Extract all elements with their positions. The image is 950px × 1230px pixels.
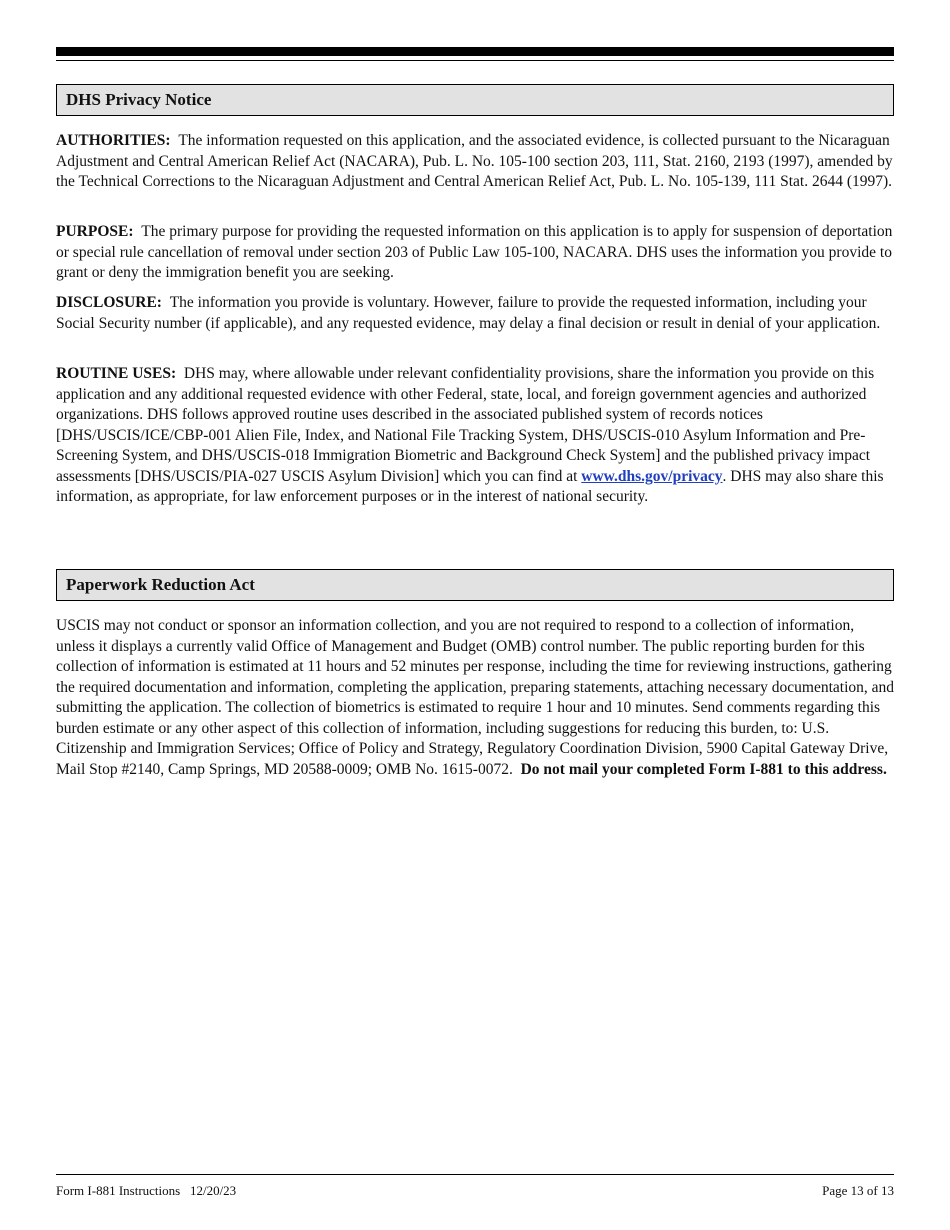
paperwork-reduction-title: Paperwork Reduction Act <box>66 575 255 594</box>
footer-rule <box>56 1174 894 1175</box>
authorities-paragraph <box>56 131 896 193</box>
footer-form-id: Form I-881 Instructions 12/20/23 <box>56 1183 237 1198</box>
paperwork-text: USCIS may not conduct or sponsor an information collection, and you are not required to respond to a collection of information, unless it displays a currently valid Office of Management and Budget (OMB) control number. The public reporting burden for this collection of information is estimated at 11 hours and 52 minutes per response, including the time for reviewing instructions, gathering the required documentation and information, completing the application, preparing statements, attaching necessary documentation, and submitting the application. The collection of biometrics is estimated to require 1 hour and 10 minutes. Send comments regarding this burden estimate or any other aspect of this collection of information, including suggestions for reducing this burden, to: U.S. Citizenship and Immigration Services; Office of Policy and Strategy, Regulatory Coordination Division, 5900 Capital Gateway Drive, Mail Stop #2140, Camp Springs, MD 20588-0009; OMB No. 1615-0072. <box>56 617 895 778</box>
routine-uses-paragraph <box>56 364 896 508</box>
purpose-text: The primary purpose for providing the requested information on this application is to apply for suspension of deportation or special rule cancellation of removal under section 203 of Public Law 105-100, NACARA. DHS uses the information you provide to grant or deny the immigration benefit you are seeking. <box>56 223 893 281</box>
dhs-privacy-link[interactable]: www.dhs.gov/privacy <box>581 467 723 485</box>
routine-uses-text: DHS may, where allowable under relevant confidentiality provisions, share the information you provide on this application and any additional requested evidence with other Federal, state, local, and foreign government agencies and authorized organizations. DHS follows approved routine uses described in the associated published system of records notices [DHS/USCIS/ICE/CBP-001 Alien File, Index, and National File Tracking System, DHS/USCIS-010 Asylum Information and Pre-Screening System, and DHS/USCIS-018 Immigration Biometric and Background Check System] and the published privacy impact assessments [DHS/USCIS/PIA-027 USCIS Asylum Division] which you can find at <box>56 365 875 485</box>
routine-uses-label: ROUTINE USES: <box>56 365 177 382</box>
routine-uses-text-end: . DHS may also share this information, as appropriate, for law enforcement purposes or in the interest of national security. <box>56 467 884 505</box>
top-thick-rule <box>56 47 894 56</box>
authorities-label: AUTHORITIES: <box>56 132 171 149</box>
privacy-notice-header <box>56 84 894 116</box>
paperwork-paragraph <box>56 616 896 780</box>
paperwork-reduction-header <box>56 569 894 601</box>
footer-page-number: Page 13 of 13 <box>822 1183 894 1198</box>
privacy-notice-title: DHS Privacy Notice <box>66 90 212 109</box>
disclosure-paragraph <box>56 293 896 334</box>
purpose-label: PURPOSE: <box>56 223 134 240</box>
top-thin-rule <box>56 60 894 61</box>
disclosure-text: The information you provide is voluntary. However, failure to provide the requested information, including your Social Security number (if applicable), and any requested evidence, may delay a final decision or result in denial of your application. <box>56 294 881 332</box>
paperwork-bold-note: Do not mail your completed Form I-881 to this address. <box>520 760 887 778</box>
disclosure-label: DISCLOSURE: <box>56 294 162 311</box>
authorities-text: The information requested on this application, and the associated evidence, is collected pursuant to the Nicaraguan Adjustment and Central American Relief Act (NACARA), Pub. L. No. 105-100 section 203, 111, Stat. 2160, 2193 (1997), amended by the Technical Corrections to the Nicaraguan Adjustment and Central American Relief Act, Pub. L. No. 105-139, 111 Stat. 2644 (1997). <box>56 132 893 190</box>
purpose-paragraph <box>56 222 896 284</box>
